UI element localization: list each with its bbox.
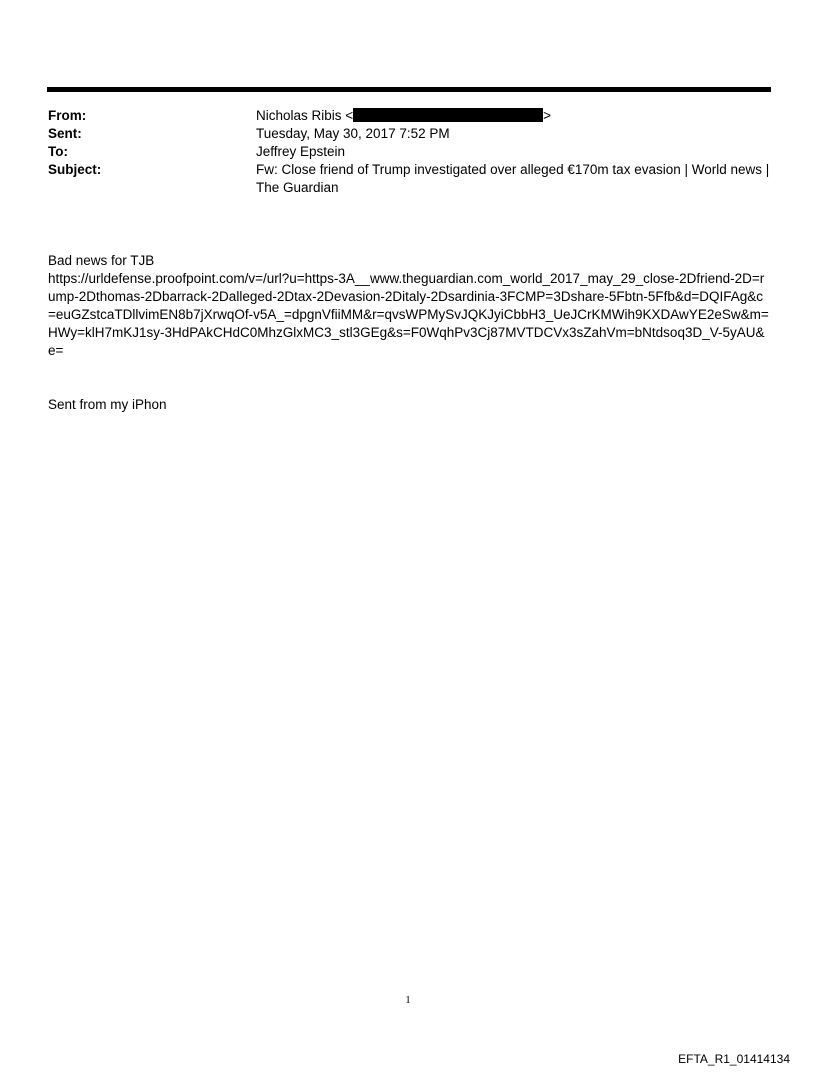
to-label: To:: [48, 144, 68, 159]
page-number: 1: [405, 994, 411, 1006]
from-name: Nicholas Ribis <: [256, 108, 354, 123]
document-id: EFTA_R1_01414134: [678, 1052, 790, 1066]
email-header: [48, 107, 770, 197]
to-value: Jeffrey Epstein: [256, 144, 346, 159]
subject-row: [48, 161, 770, 197]
redacted-email-address: [353, 108, 543, 122]
header-divider: [47, 87, 771, 92]
subject-label: Subject:: [48, 162, 102, 177]
article-link[interactable]: https://urldefense.proofpoint.com/v=/url?u=https-3A__www.theguardian.com_world_2017_may_29_close-2Dfriend-2D=rump-2Dthomas-2Dbarrack-2Dalleged-2Dtax-2Devasion-2Ditaly-2Dsardinia-3FCMP=3Dshare-5Fbtn-5Ffb&d=DQIFAg&c=euGZstcaTDllvimEN8b7jXrwqOf-v5A_=dpgnVfiiMM&r=qvsWPMySvJQKJyiCbbH3_UeJCrKMWih9KXDAwYE2eSw&m=HWy=klH7mKJ1sy-3HdPAkCHdC0MhzGlxMC3_stl3GEg&s=F0WqhPv3Cj87MVTDCVx3sZahVm=bNtdsoq3D_V-5yAU&e=: [48, 271, 769, 358]
body-greeting: Bad news for TJB: [48, 253, 155, 268]
sent-label: Sent:: [48, 126, 82, 141]
subject-value: Fw: Close friend of Trump investigated over alleged €170m tax evasion | World news | The Guardian: [256, 162, 770, 195]
email-body: [48, 252, 770, 360]
from-value: [256, 107, 770, 125]
sent-value: Tuesday, May 30, 2017 7:52 PM: [256, 126, 450, 141]
from-close-bracket: >: [543, 108, 552, 123]
sent-row: [48, 125, 770, 143]
from-label: From:: [48, 108, 87, 123]
email-signature: Sent from my iPhon: [48, 397, 167, 412]
to-row: [48, 143, 770, 161]
from-row: [48, 107, 770, 125]
